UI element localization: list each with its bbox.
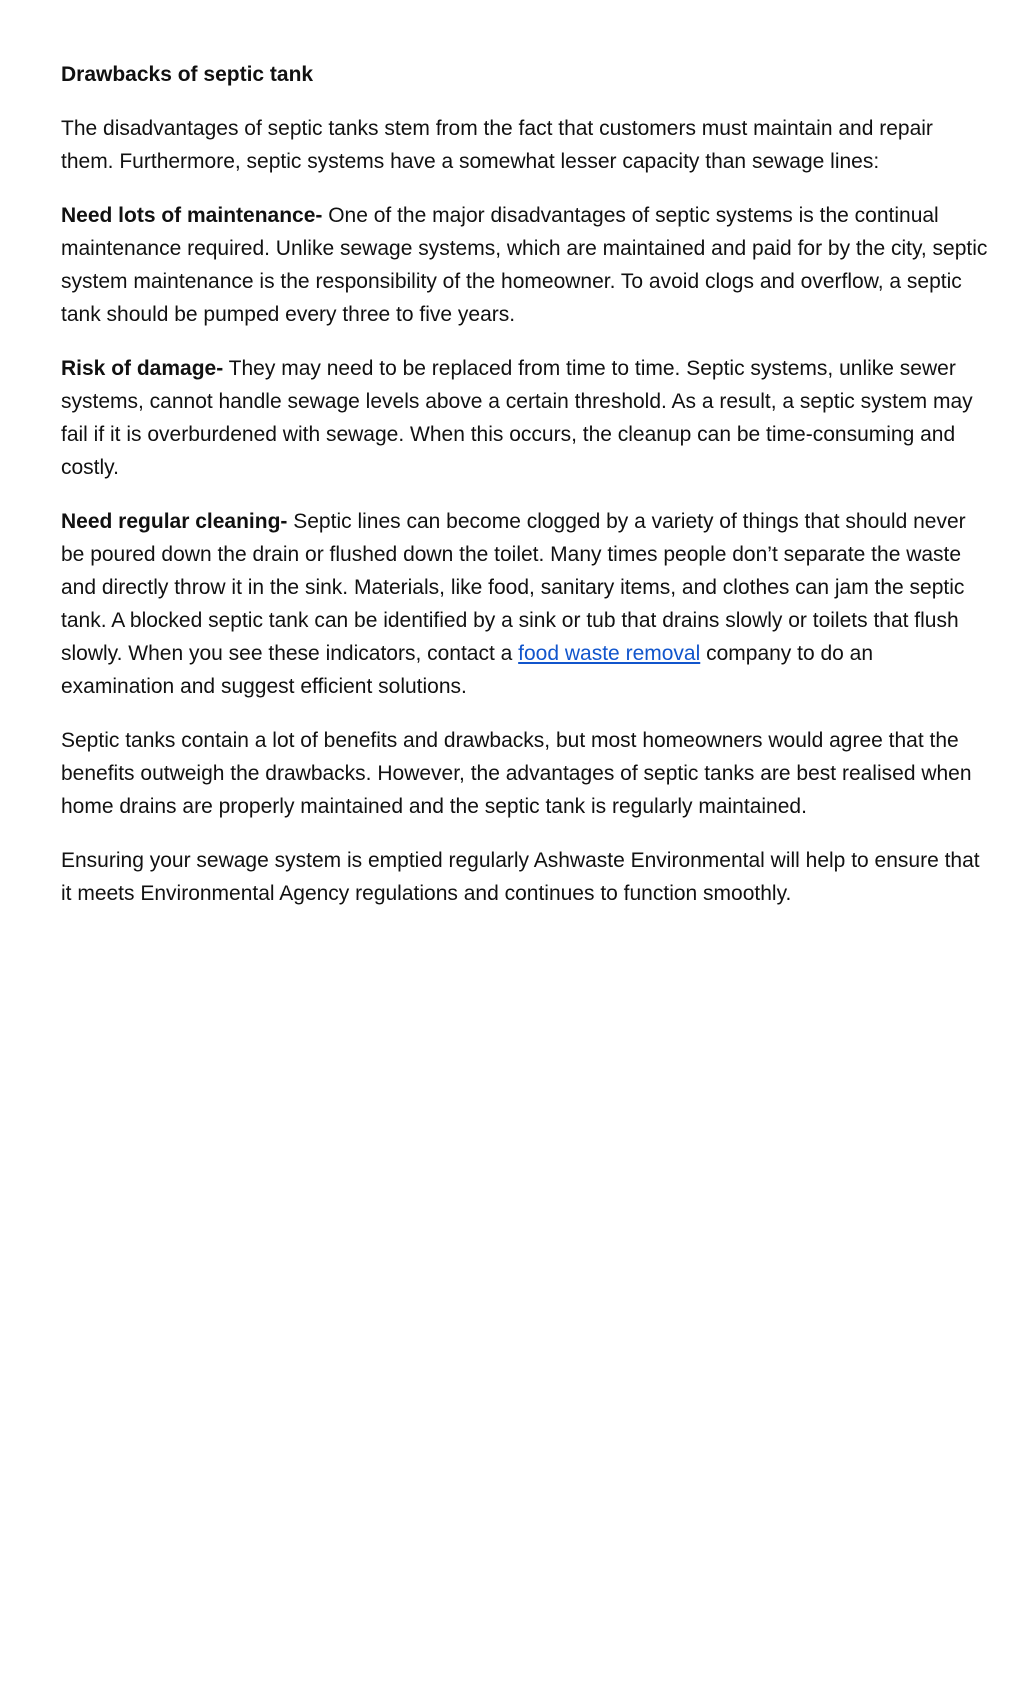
damage-text: They may need to be replaced from time to time. Septic systems, unlike sewer systems, cannot handle sewage levels above a certain threshold. As a result, a septic system may fail if it is overburdened with sewage. When this occurs, the cleanup can be time-consuming and costly. — [61, 357, 973, 479]
cleaning-lead: Need regular cleaning- — [61, 510, 288, 533]
conclusion-paragraph: Septic tanks contain a lot of benefits and drawbacks, but most homeowners would agree that the benefits outweigh the drawbacks. However, the advantages of septic tanks are best realised when home drains are properly maintained and the septic tank is regularly maintained. — [61, 729, 972, 818]
maintenance-paragraph — [61, 199, 991, 331]
intro-paragraph: The disadvantages of septic tanks stem from the fact that customers must maintain and repair them. Furthermore, septic systems have a somewhat lesser capacity than sewage lines: — [61, 117, 933, 173]
maintenance-lead: Need lots of maintenance- — [61, 204, 323, 227]
maintenance-text: One of the major disadvantages of septic systems is the continual maintenance required. Unlike sewage systems, which are maintained and paid for by the city, septic system maintenance is the responsibility of the homeowner. To avoid clogs and overflow, a septic tank should be pumped every three to five years. — [61, 204, 988, 326]
damage-paragraph — [61, 352, 991, 484]
cleaning-text: Septic lines can become clogged by a variety of things that should never be poured down the drain or flushed down the toilet. Many times people don’t separate the waste and directly throw it in the sink. Materials, like food, sanitary items, and clothes can jam the septic tank. A blocked septic tank can be identified by a sink or tub that drains slowly or toilets that flush slowly. When you see these indicators, contact a — [61, 510, 966, 665]
cleaning-text-after-link: company to do an examination and suggest efficient solutions. — [61, 642, 874, 698]
cleaning-paragraph — [61, 505, 991, 703]
section-heading: Drawbacks of septic tank — [61, 63, 314, 86]
document-page — [61, 58, 991, 931]
food-waste-removal-link[interactable]: food waste removal — [518, 642, 701, 665]
closing-paragraph: Ensuring your sewage system is emptied regularly Ashwaste Environmental will help to ensure that it meets Environmental Agency regulations and continues to function smoothly. — [61, 849, 980, 905]
damage-lead: Risk of damage- — [61, 357, 224, 380]
